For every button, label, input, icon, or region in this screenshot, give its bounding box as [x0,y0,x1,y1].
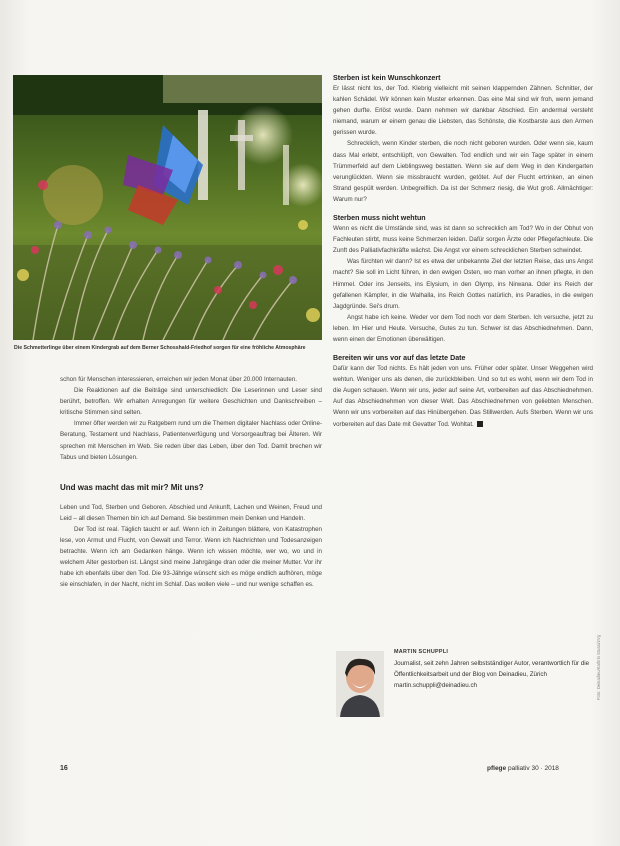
section-heading: Und was macht das mit mir? Mit uns? [60,482,204,492]
intro-paragraph: schon für Menschen interessieren, erreichen wir jeden Monat über 20.000 Internauten. [60,376,297,383]
intro-paragraph: Immer öfter werden wir zu Ratgebern rund um die Themen digitaler Nachlass oder Online-Beratung, Testament und Nachlass, Patientenverfügung und Vorsorgeauftrag bei Älteren. Wir sprechen mit Menschen im Web. Sie reden über das Leben, über den Tod. Damit brechen wir Tabus und bieten Lösungen. [60,420,322,461]
right-column [333,73,593,430]
body-paragraph: Was fürchten wir dann? Ist es etwa der unbekannte Ziel der letzten Reise, das uns Angst macht? Sie soll im Licht führen, in den ewigen Osten, wo man vorher an ihnen pflegte, in den Himmel. Oder ins Jenseits, ins Elysium, in den Olymp, ins Nirwana. Oder ins Reich der gefallenen Kämpfer, in die Walhalla, ins Reich Gottes natürlich, ins Paradies, in die ewigen Jagdgründe. Sei's drum. [333,258,593,310]
author-info [394,647,594,691]
author-name: MARTIN SCHUPPLI [394,649,449,655]
magazine-issue: palliativ 30 · 2018 [507,765,559,772]
section-heading: Sterben ist kein Wunschkonzert [333,74,441,82]
body-paragraph: Angst habe ich keine. Weder vor dem Tod noch vor dem Sterben. Ich versuche, jetzt zu leben. Im Hier und Heute. Versuche, Gutes zu tun. Schwer ist das Abschiednehmen. Dann, wenn einen der Emotionen überwältigen. [333,313,593,343]
author-bio: Journalist, seit zehn Jahren selbstständiger Autor, verantwortlich für die Öffentlichkeitsarbeit und der Blog von Deinadieu, Zürich [394,660,590,679]
magazine-name: pflege [487,765,507,772]
author-portrait [336,651,384,717]
body-paragraph [333,363,593,430]
body-paragraph: Der Tod ist real. Täglich taucht er auf. Wenn ich in Zeitungen blättere, von Katastrophen lese, von Armut und Flucht, von Gewalt und Terror. Wenn ich Nachrichten und Todesanzeigen betrachte. Wenn ich am Gedanken hänge. Wenn ich wissen möchte, wer wo, wo und in welchem Alter gestorben ist. Längst sind meine Jahrgänge dran oder die meiner Mutter. Vor ihr habe ich ebenfalls über den Tod. Die 93-Jährige wünscht sich es möge endlich aufhören, möge sie einschlafen, in der Nacht, nicht im Schlaf. Das wollen viele – und nur wenige schaffen es. [60,525,322,589]
body-paragraph: Wenn es nicht die Umstände sind, was ist dann so schrecklich am Tod? Wo in der Obhut von Fachleuten stirbt, muss keine Schmerzen leiden. Dafür sorgen Ärzte oder Pflegefachleute. Die Zunft des Palliativfachkräfte wächst. Die Angst vor einem schrecklichen Sterben schwindet. [333,225,593,255]
left-column [60,374,322,591]
photo-caption: Die Schmetterlinge über einem Kindergrab auf dem Berner Schosshald-Friedhof sorgen für eine fröhliche Atmosphäre [14,345,306,351]
section-heading: Sterben muss nicht wehtun [333,214,426,223]
photo-credit: Foto: Deinadieu/Kathrin Stussi/zVg [596,635,601,700]
end-of-article-icon [477,421,483,427]
author-box [336,647,598,742]
section-heading: Bereiten wir uns vor auf das letzte Date [333,354,466,363]
author-portrait-illustration [336,651,384,717]
cemetery-photo [13,75,322,340]
page-number: 16 [60,765,68,772]
closing-paragraph-text: Dafür kann der Tod nichts. Es hält jeden von uns. Früher oder später. Unser Weggehen wird wehtun. Weniger uns als denen, die zurückbleiben. Und so tut es wohl, wenn wir dem Tod in die Augen schauen. Wenn wir uns, jeder auf seine Art, vorbereiten auf das Abschiednehmen. Auf das Abschiednehmen von dieser Welt. Das Abschiednehmen von geliebten Menschen. Wenn wir uns vorbereiten auf das Hinübergehen. Das Stillwerden. Aufs Sterben. Wenn wir uns vorbereiten auf das Date mit Gevatter Tod. Wohltat. [333,365,593,428]
body-paragraph: Er lässt nicht los, der Tod. Klebrig vielleicht mit seinen klappernden Zähnen. Schnitter, der kahlen Schädel. Wir können kein Muster erkennen. Das eine Mal sind wir froh, wenn jemand gehen durfte. Erlöst wurde. Dann nehmen wir dankbar Abschied. Ein andermal versteht niemand, warum er einem genau die Liebsten, das Schönste, die Kostbarste aus den Armen gerissen wurde. [333,85,593,137]
magazine-footer [487,765,559,772]
body-paragraph: Leben und Tod, Sterben und Geboren. Abschied und Ankunft, Lachen und Weinen, Freud und Leid – all diesen Themen bin ich auf Demand. Sie bestimmen mein Denken und Handeln. [60,503,322,522]
body-paragraph: Schrecklich, wenn Kinder sterben, die noch nicht geboren wurden. Oder wenn sie, kaum dass Mal erlebt, entschlüpft, von Gewalten. Tod endlich und wir ein Tage später in einem Trümmerfeld auf dem Lieblingsweg bestatten. Wenn sie auf dem Weg in den Kindergarten verunglückten. Wenn sie missbraucht wurden, getötet. Auf der Flucht ertrinken, an einen Strand gespült werden. Unbegreiflich. Da ist der Schmerz riesig, die Wut groß. Allmächtiger: Warum nur? [333,140,593,203]
cemetery-photo-illustration [13,75,322,340]
intro-paragraph: Die Reaktionen auf die Beiträge sind unterschiedlich: Die Leserinnen und Leser sind berührt, betroffen. Wir erhalten Anregungen für weitere Geschichten und Dankschreiben – kritische Stimmen sind selten. [60,387,322,417]
author-email[interactable]: martin.schuppli@deinadieu.ch [394,682,477,690]
